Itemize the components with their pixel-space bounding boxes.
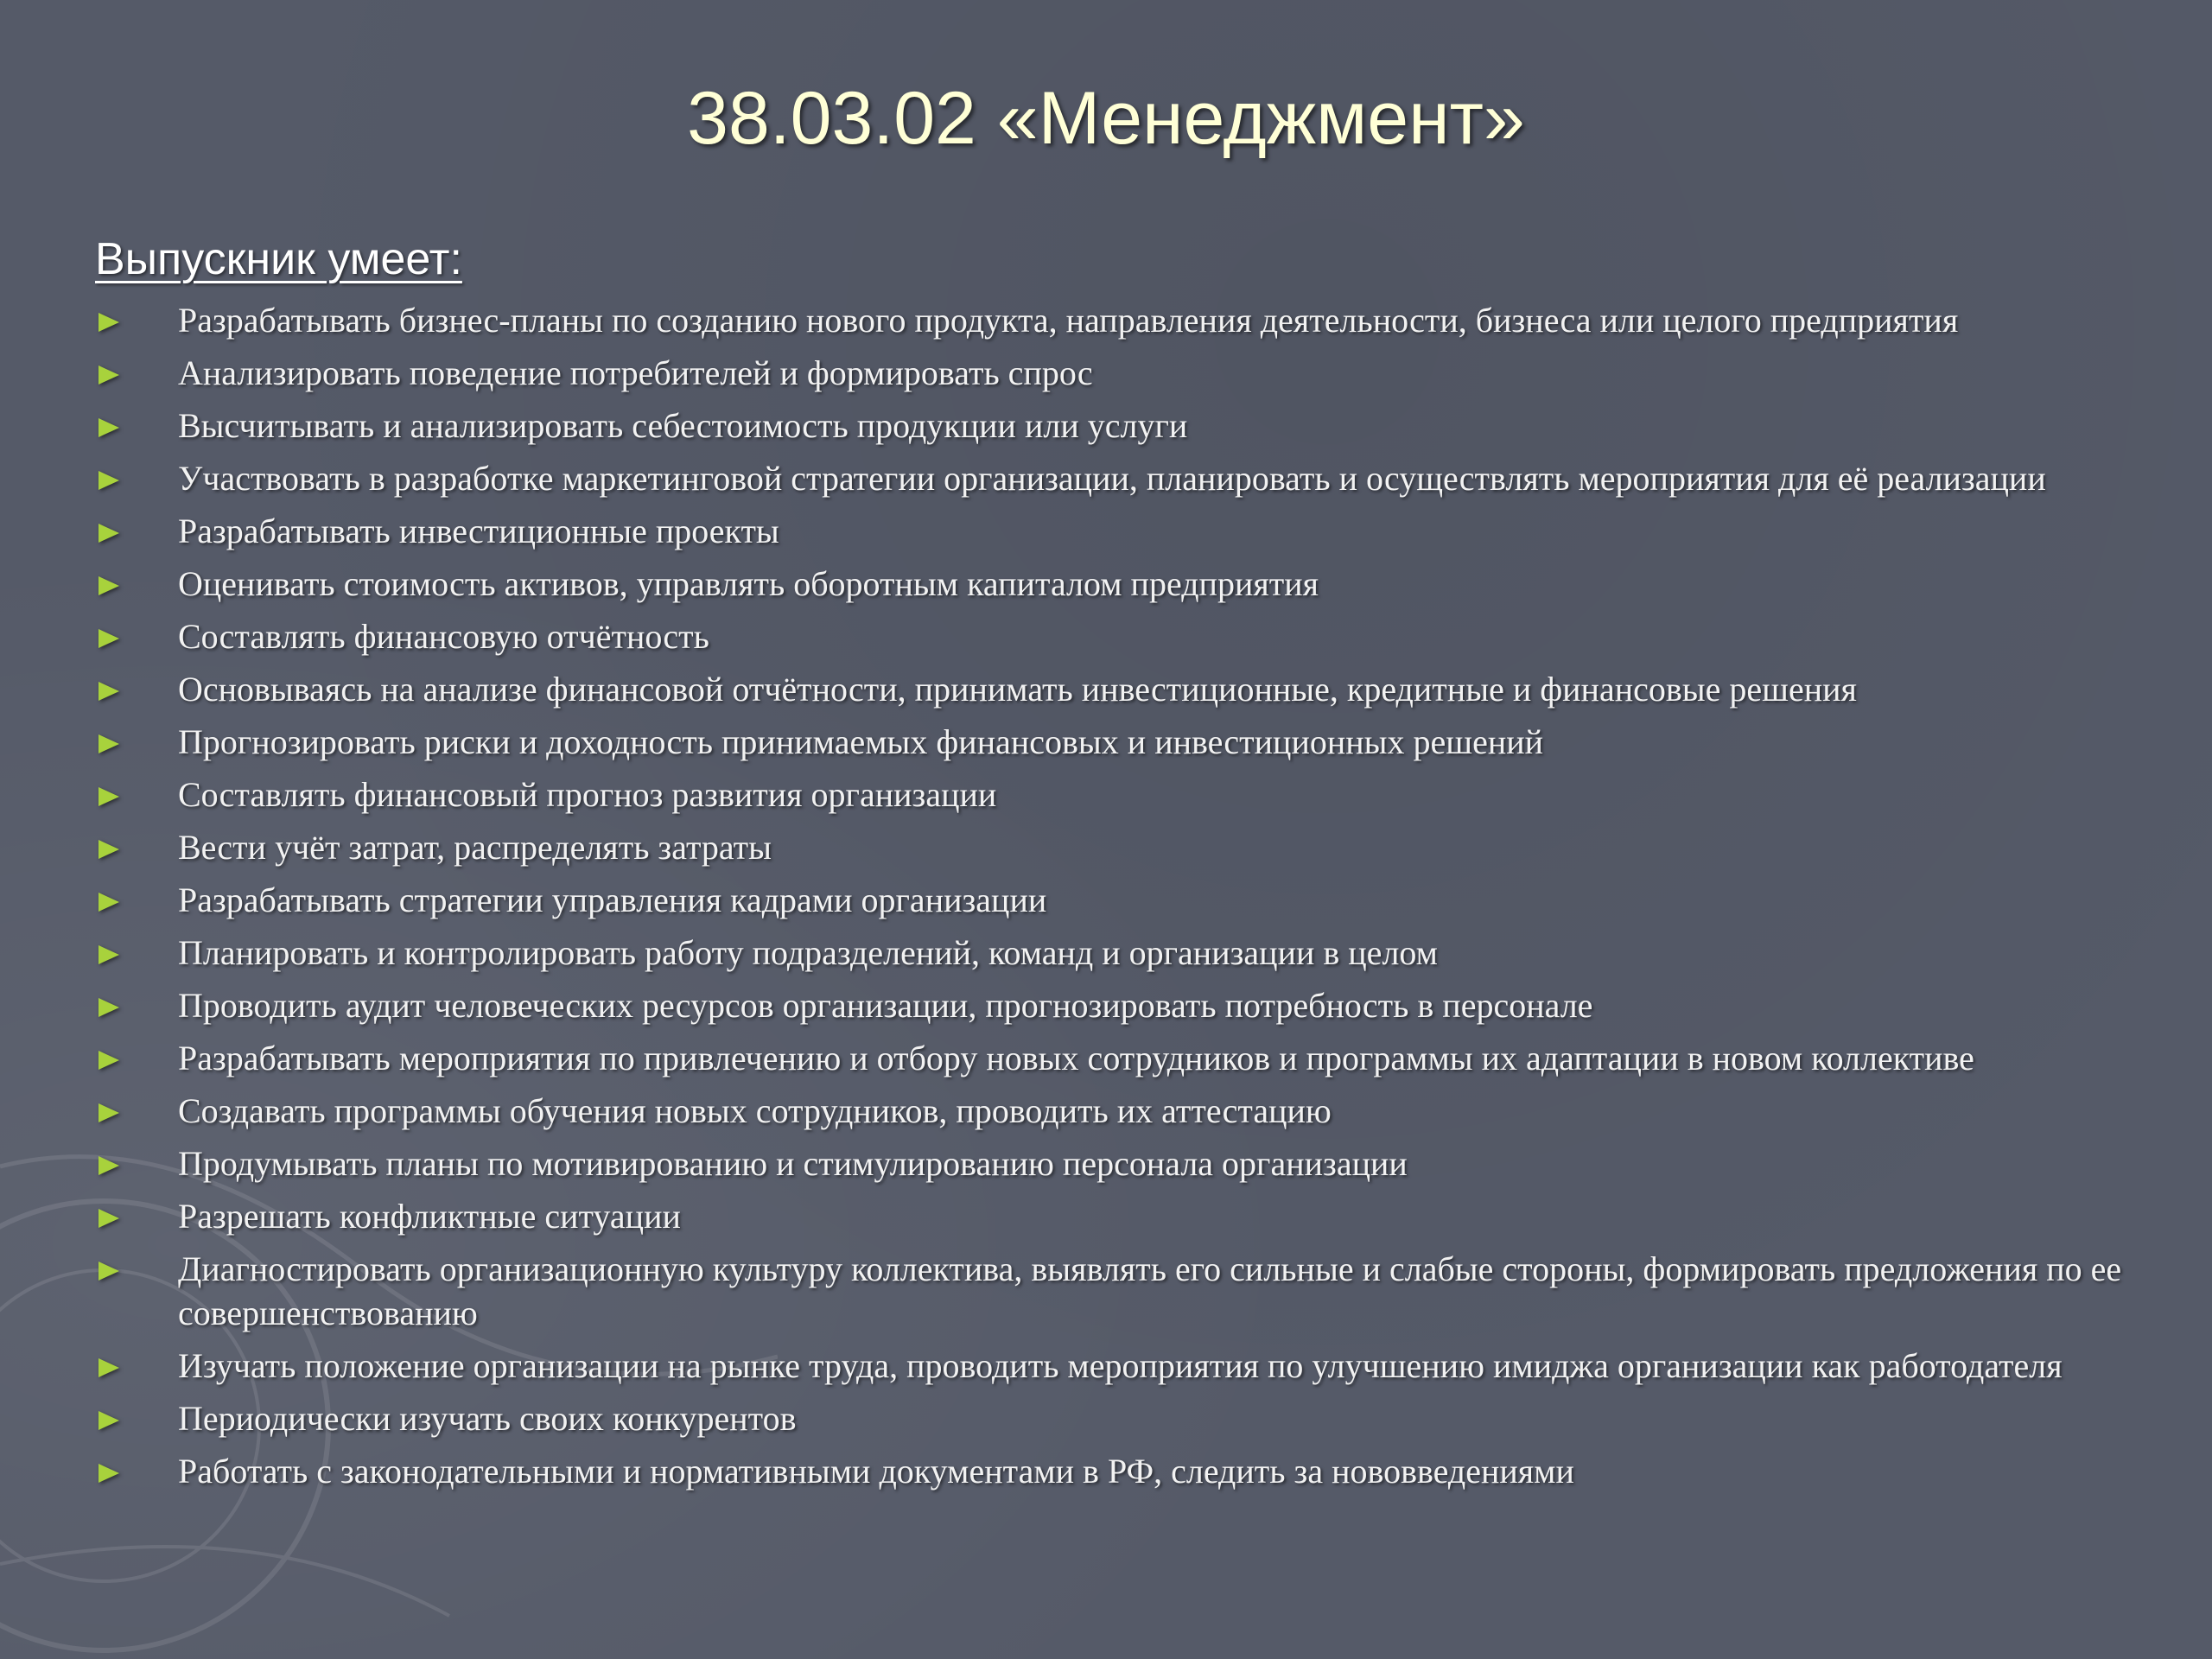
- list-item: [95, 562, 2169, 606]
- triangle-bullet-icon: [99, 1262, 119, 1281]
- list-item: [95, 1344, 2169, 1388]
- list-item: [95, 1194, 2169, 1238]
- list-item-text: Оценивать стоимость активов, управлять оборотным капиталом предприятия: [178, 564, 1319, 603]
- list-item-text: Высчитывать и анализировать себестоимость продукции или услуги: [178, 406, 1188, 445]
- list-item-text: Разрабатывать мероприятия по привлечению и отбору новых сотрудников и программы их адаптации в новом коллективе: [178, 1039, 1974, 1077]
- list-item-text: Разрабатывать бизнес-планы по созданию нового продукта, направления деятельности, бизнеса или целого предприятия: [178, 301, 1959, 340]
- list-item: [95, 720, 2169, 764]
- triangle-bullet-icon: [99, 1051, 119, 1070]
- list-item: [95, 614, 2169, 658]
- list-item-text: Участвовать в разработке маркетинговой стратегии организации, планировать и осуществлять мероприятия для её реализации: [178, 459, 2046, 498]
- triangle-bullet-icon: [99, 1358, 119, 1377]
- list-item: [95, 351, 2169, 395]
- list-item-text: Вести учёт затрат, распределять затраты: [178, 828, 772, 867]
- list-item-text: Проводить аудит человеческих ресурсов организации, прогнозировать потребность в персонале: [178, 986, 1593, 1025]
- list-item: [95, 931, 2169, 975]
- list-item: [95, 1089, 2169, 1133]
- triangle-bullet-icon: [99, 787, 119, 806]
- triangle-bullet-icon: [99, 998, 119, 1017]
- list-item: [95, 772, 2169, 817]
- list-item: [95, 667, 2169, 711]
- triangle-bullet-icon: [99, 471, 119, 490]
- list-item-text: Разрабатывать стратегии управления кадрами организации: [178, 880, 1047, 919]
- list-item: [95, 404, 2169, 448]
- triangle-bullet-icon: [99, 418, 119, 437]
- list-item: [95, 878, 2169, 922]
- triangle-bullet-icon: [99, 682, 119, 701]
- list-item-text: Основываясь на анализе финансовой отчётности, принимать инвестиционные, кредитные и финансовые решения: [178, 670, 1857, 709]
- list-item-text: Изучать положение организации на рынке труда, проводить мероприятия по улучшению имиджа организации как работодателя: [178, 1346, 2063, 1385]
- triangle-bullet-icon: [99, 840, 119, 859]
- list-item: [95, 509, 2169, 553]
- list-item-text: Составлять финансовую отчётность: [178, 617, 709, 656]
- list-item-text: Прогнозировать риски и доходность принимаемых финансовых и инвестиционных решений: [178, 722, 1544, 761]
- list-item: [95, 298, 2169, 342]
- triangle-bullet-icon: [99, 945, 119, 964]
- list-item: [95, 983, 2169, 1027]
- skills-list: [95, 298, 2169, 1502]
- section-heading: Выпускник умеет:: [95, 234, 462, 284]
- list-item-text: Анализировать поведение потребителей и формировать спрос: [178, 353, 1093, 392]
- list-item-text: Планировать и контролировать работу подразделений, команд и организации в целом: [178, 933, 1438, 972]
- list-item-text: Создавать программы обучения новых сотрудников, проводить их аттестацию: [178, 1091, 1332, 1130]
- triangle-bullet-icon: [99, 313, 119, 332]
- triangle-bullet-icon: [99, 1156, 119, 1175]
- list-item: [95, 456, 2169, 500]
- list-item: [95, 1141, 2169, 1185]
- list-item: [95, 825, 2169, 869]
- slide-title: 38.03.02 «Менеджмент»: [687, 77, 1525, 160]
- triangle-bullet-icon: [99, 365, 119, 385]
- list-item: [95, 1396, 2169, 1440]
- list-item-text: Составлять финансовый прогноз развития организации: [178, 775, 997, 814]
- triangle-bullet-icon: [99, 1464, 119, 1483]
- triangle-bullet-icon: [99, 1209, 119, 1228]
- list-item-text: Разрешать конфликтные ситуации: [178, 1197, 681, 1236]
- list-item-text: Разрабатывать инвестиционные проекты: [178, 512, 779, 550]
- triangle-bullet-icon: [99, 524, 119, 543]
- list-item-text: Работать с законодательными и нормативными документами в РФ, следить за нововведениями: [178, 1452, 1574, 1491]
- triangle-bullet-icon: [99, 893, 119, 912]
- list-item: [95, 1449, 2169, 1493]
- triangle-bullet-icon: [99, 1103, 119, 1122]
- list-item: [95, 1036, 2169, 1080]
- triangle-bullet-icon: [99, 734, 119, 753]
- list-item-text: Продумывать планы по мотивированию и стимулированию персонала организации: [178, 1144, 1408, 1183]
- triangle-bullet-icon: [99, 576, 119, 595]
- list-item-text: Периодически изучать своих конкурентов: [178, 1399, 797, 1438]
- triangle-bullet-icon: [99, 629, 119, 648]
- list-item-text: Диагностировать организационную культуру коллектива, выявлять его сильные и слабые стороны, формировать предложения по ее совершенствованию: [178, 1249, 2122, 1332]
- triangle-bullet-icon: [99, 1411, 119, 1430]
- list-item: [95, 1247, 2169, 1335]
